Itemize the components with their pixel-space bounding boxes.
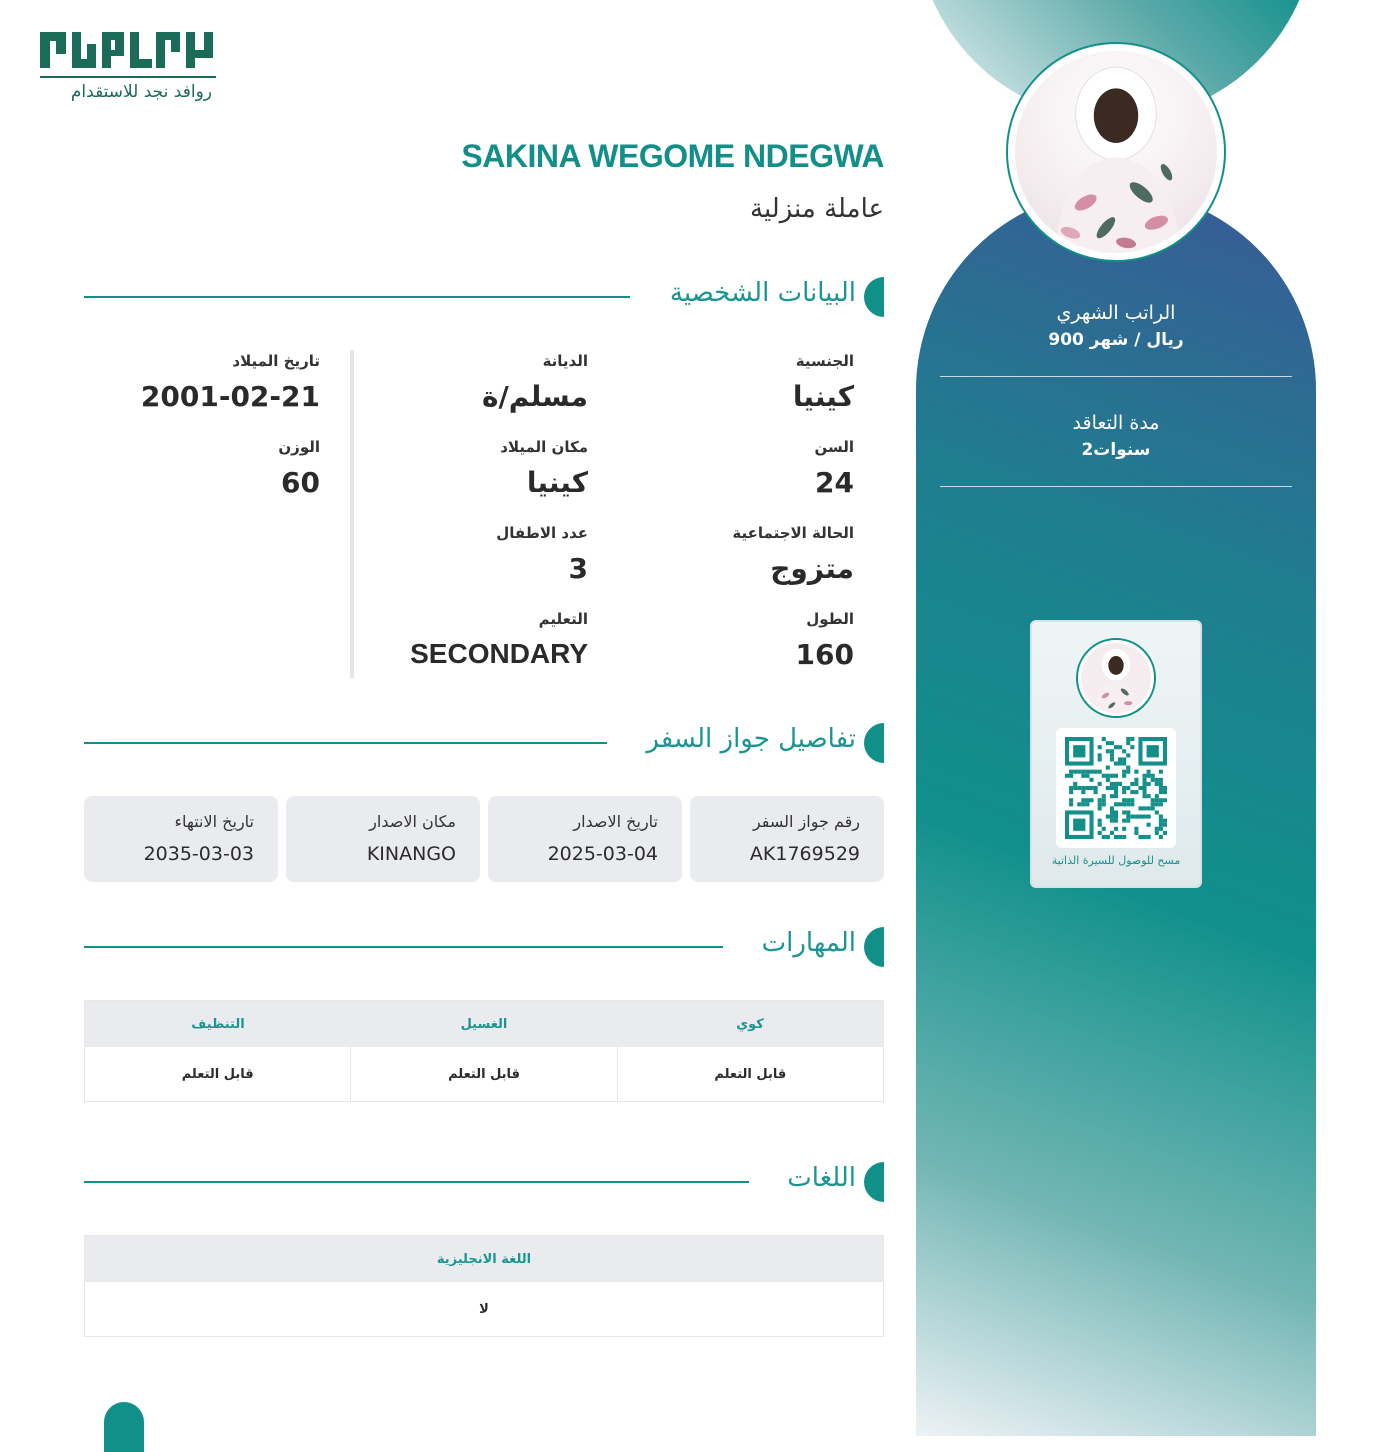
personal-column-3 xyxy=(84,350,350,678)
field-label: مكان الميلاد xyxy=(500,438,588,456)
field-value: SECONDARY xyxy=(410,638,588,669)
contract-label: مدة التعاقد xyxy=(1072,412,1160,434)
qr-code-icon xyxy=(1065,737,1167,839)
card-value: AK1769529 xyxy=(749,843,860,865)
section-marker xyxy=(864,927,884,967)
field-label: الحالة الاجتماعية xyxy=(732,524,854,542)
personal-column-1 xyxy=(618,350,884,678)
job-title: عاملة منزلية xyxy=(750,194,884,224)
field-religion xyxy=(482,352,588,413)
sidebar-panel xyxy=(916,0,1316,1436)
section-rule xyxy=(84,742,607,744)
field-marital-status xyxy=(732,524,854,585)
section-title: المهارات xyxy=(761,928,856,958)
field-value: كينيا xyxy=(526,466,588,499)
profile-photo-image xyxy=(1015,51,1217,253)
salary-block xyxy=(940,302,1292,377)
card-label: تاريخ الانتهاء xyxy=(174,812,254,831)
field-value: مسلم/ة xyxy=(482,380,588,413)
section-rule xyxy=(84,1181,749,1183)
skill-header: التنظيف xyxy=(191,1016,245,1032)
section-marker xyxy=(864,1162,884,1202)
languages-table xyxy=(84,1235,884,1337)
section-rule xyxy=(84,296,630,298)
personal-column-2 xyxy=(352,350,618,678)
contract-block xyxy=(940,412,1292,487)
passport-number-card xyxy=(690,796,884,882)
qr-avatar-image xyxy=(1081,643,1151,713)
section-marker xyxy=(864,277,884,317)
field-label: الجنسية xyxy=(795,352,854,370)
field-weight xyxy=(278,438,320,499)
field-label: تاريخ الميلاد xyxy=(232,352,320,370)
field-birthdate xyxy=(141,352,320,413)
section-rule xyxy=(84,946,723,948)
table-row xyxy=(85,1282,883,1336)
section-passport-heading xyxy=(84,722,884,764)
candidate-name: SAKINA WEGOME NDEGWA xyxy=(461,138,884,174)
field-label: الطول xyxy=(806,610,854,628)
skill-header: كوي xyxy=(736,1016,764,1032)
field-value: 2001-02-21 xyxy=(140,380,320,413)
profile-photo xyxy=(1006,42,1226,262)
passport-issue-date-card xyxy=(488,796,682,882)
field-value: متزوج xyxy=(770,552,854,585)
field-children xyxy=(496,524,588,585)
card-label: مكان الاصدار xyxy=(369,812,456,831)
field-value: 3 xyxy=(568,552,588,585)
contract-value: 2سنوات xyxy=(1081,440,1151,460)
section-title: اللغات xyxy=(787,1163,856,1193)
card-label: رقم جواز السفر xyxy=(752,812,860,831)
company-logo-caption: روافد نجد للاستقدام xyxy=(70,82,212,102)
language-header: اللغة الانجليزية xyxy=(436,1251,532,1267)
table-header-row xyxy=(85,1001,883,1047)
field-nationality xyxy=(793,352,854,413)
divider xyxy=(940,486,1292,487)
field-label: الوزن xyxy=(278,438,320,456)
company-logo-mark xyxy=(40,30,216,74)
salary-label: الراتب الشهري xyxy=(1056,302,1176,324)
passport-expiry-card xyxy=(84,796,278,882)
field-value: 24 xyxy=(815,466,854,499)
section-skills-heading xyxy=(84,926,884,968)
qr-code[interactable] xyxy=(1056,728,1176,848)
card-label: تاريخ الاصدار xyxy=(573,812,658,831)
qr-avatar xyxy=(1076,638,1156,718)
skill-level: قابل التعلم xyxy=(350,1047,616,1101)
qr-card[interactable] xyxy=(1030,620,1202,888)
field-height xyxy=(796,610,854,671)
card-value: 2025-03-04 xyxy=(547,843,658,865)
field-education xyxy=(410,610,588,670)
field-value: 160 xyxy=(795,638,854,671)
field-label: التعليم xyxy=(538,610,588,628)
salary-value: 900 ريال / شهر xyxy=(1048,330,1184,350)
logo-underline xyxy=(40,76,216,78)
divider xyxy=(940,376,1292,377)
qr-caption: مسح للوصول للسيرة الذاتية xyxy=(1051,854,1181,867)
language-level: لا xyxy=(479,1301,489,1317)
table-row xyxy=(85,1047,883,1101)
card-value: KINANGO xyxy=(366,843,456,865)
column-divider xyxy=(350,350,352,678)
personal-data-grid xyxy=(84,350,884,678)
field-value: 60 xyxy=(281,466,320,499)
skill-level: قابل التعلم xyxy=(181,1066,254,1082)
field-birthplace xyxy=(500,438,588,499)
card-value: 2035-03-03 xyxy=(143,843,254,865)
field-age xyxy=(814,438,854,499)
section-title: تفاصيل جواز السفر xyxy=(646,724,856,754)
field-label: عدد الاطفال xyxy=(496,524,588,542)
section-personal-heading xyxy=(84,276,884,318)
section-languages-heading xyxy=(84,1161,884,1203)
section-title: البيانات الشخصية xyxy=(669,278,856,308)
footer-marker xyxy=(104,1402,144,1452)
skill-level: قابل التعلم xyxy=(617,1047,883,1101)
field-label: السن xyxy=(814,438,854,456)
field-label: الديانة xyxy=(542,352,588,370)
table-header-row xyxy=(85,1236,883,1282)
field-value: كينيا xyxy=(792,380,854,413)
passport-issue-place-card xyxy=(286,796,480,882)
section-marker xyxy=(864,723,884,763)
company-logo xyxy=(40,30,216,104)
skill-header: الغسيل xyxy=(460,1016,508,1032)
skills-table xyxy=(84,1000,884,1102)
